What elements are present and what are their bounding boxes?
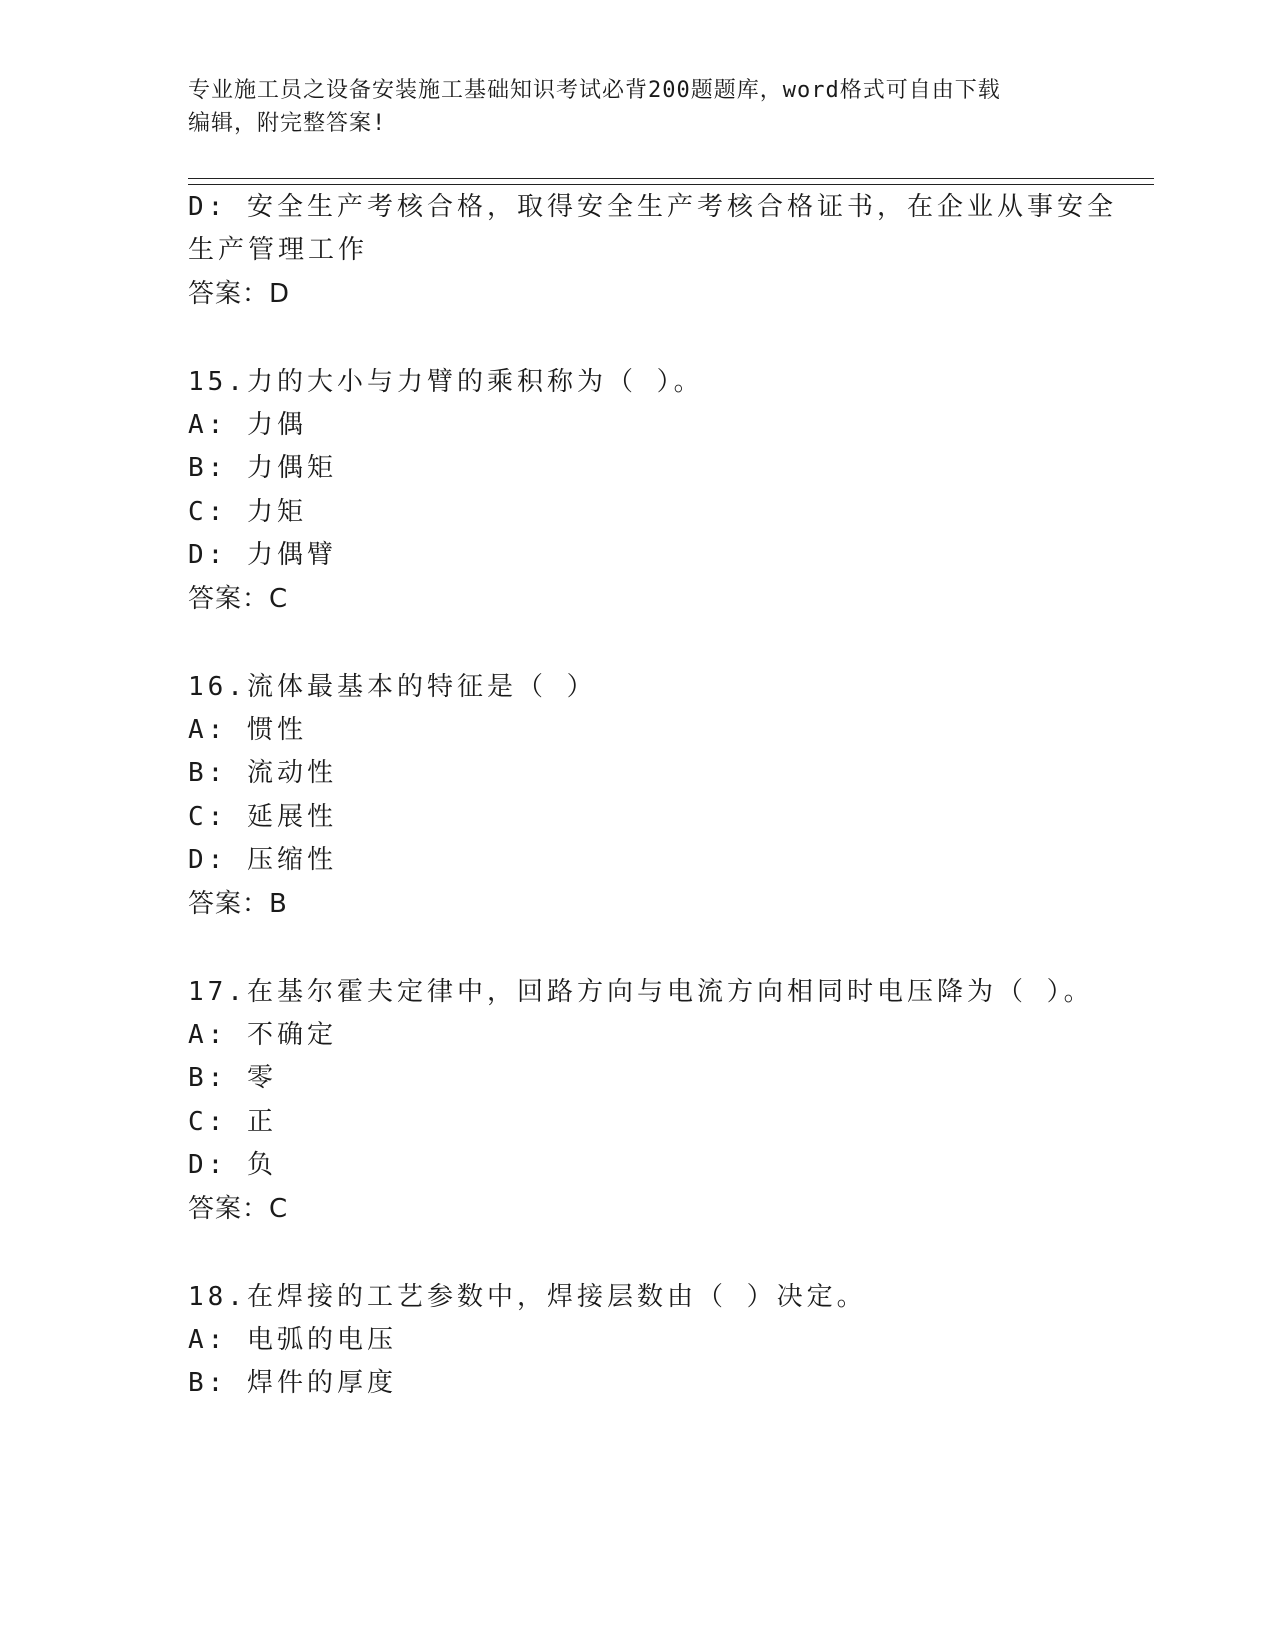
q16-option-d: D: 压缩性 bbox=[188, 845, 337, 875]
q16-option-b: B: 流动性 bbox=[188, 758, 337, 788]
header-title-line-2: 编辑，附完整答案! bbox=[188, 111, 387, 136]
header-divider-bottom bbox=[188, 184, 1154, 185]
q14-option-d-line-2: 生产管理工作 bbox=[188, 235, 369, 265]
q15-option-c: C: 力矩 bbox=[188, 497, 307, 527]
q15-option-b: B: 力偶矩 bbox=[188, 453, 337, 483]
q16-question: 16.流体最基本的特征是（ ） bbox=[188, 672, 597, 702]
header-title-line-1: 专业施工员之设备安装施工基础知识考试必背200题题库，word格式可自由下载 bbox=[188, 78, 1001, 103]
q15-answer: 答案：C bbox=[188, 584, 289, 614]
q17-option-a: A: 不确定 bbox=[188, 1020, 337, 1050]
q16-option-c: C: 延展性 bbox=[188, 802, 337, 832]
q17-answer: 答案：C bbox=[188, 1194, 289, 1224]
q16-option-a: A: 惯性 bbox=[188, 715, 307, 745]
q16-answer: 答案：B bbox=[188, 889, 288, 919]
q14-option-d-line-1: D: 安全生产考核合格，取得安全生产考核合格证书，在企业从事安全 bbox=[188, 192, 1117, 222]
q17-option-b: B: 零 bbox=[188, 1063, 277, 1093]
q17-question: 17.在基尔霍夫定律中，回路方向与电流方向相同时电压降为（ ）。 bbox=[188, 977, 1094, 1007]
document-header bbox=[188, 74, 1068, 140]
q17-option-d: D: 负 bbox=[188, 1150, 277, 1180]
q15-option-a: A: 力偶 bbox=[188, 410, 307, 440]
q18-question: 18.在焊接的工艺参数中，焊接层数由（ ）决定。 bbox=[188, 1282, 867, 1312]
q17-option-c: C: 正 bbox=[188, 1107, 277, 1137]
q15-option-d: D: 力偶臂 bbox=[188, 540, 337, 570]
q15-question: 15.力的大小与力臂的乘积称为（ ）。 bbox=[188, 367, 704, 397]
q18-option-b: B: 焊件的厚度 bbox=[188, 1368, 397, 1398]
q18-option-a: A: 电弧的电压 bbox=[188, 1325, 397, 1355]
header-divider-top bbox=[188, 178, 1154, 179]
q14-answer: 答案：D bbox=[188, 279, 291, 309]
